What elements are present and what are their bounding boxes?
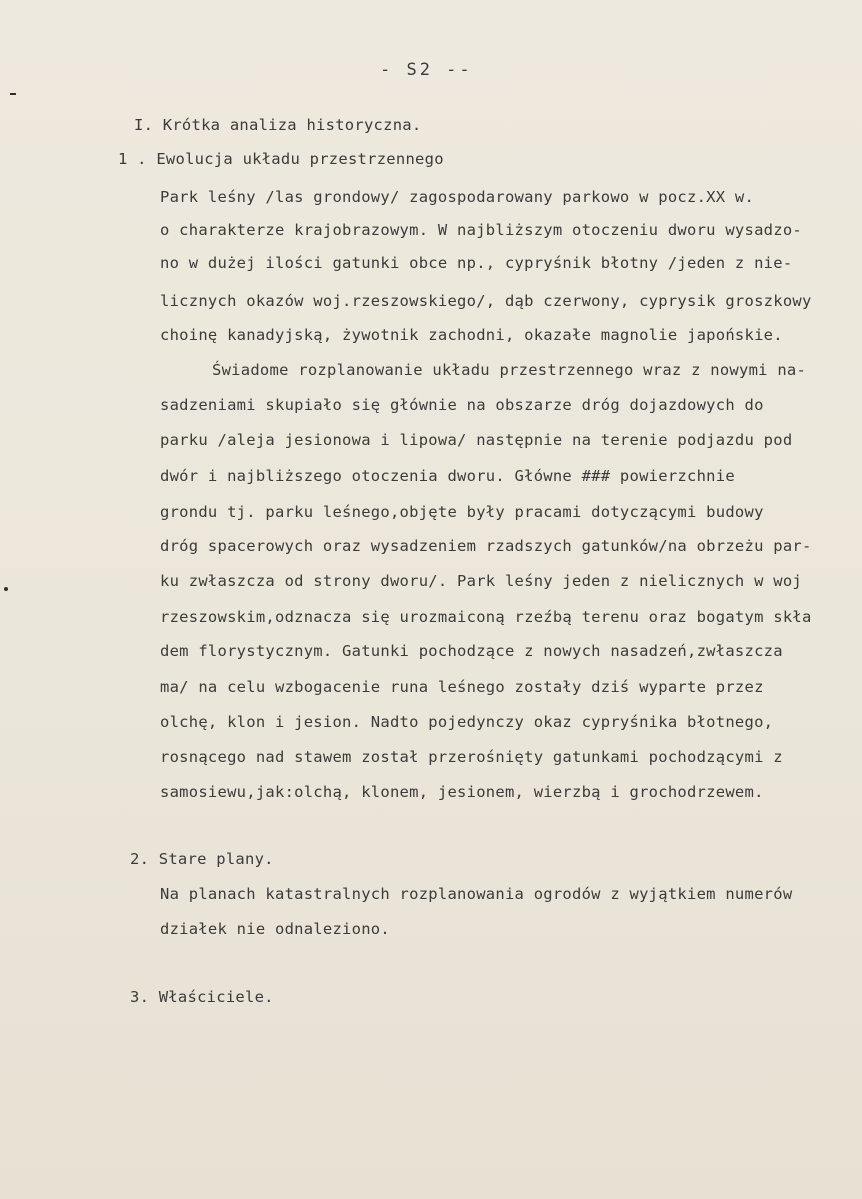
para2-line-1: Świadome rozplanowanie układu przestrzennego wraz z nowymi na- — [212, 361, 807, 379]
para2-line-3: parku /aleja jesionowa i lipowa/ następnie na terenie podjazdu pod — [160, 431, 793, 449]
para1-line-4: licznych okazów woj.rzeszowskiego/, dąb czerwony, cyprysik groszkowy — [160, 292, 812, 310]
heading-historical-analysis: I. Krótka analiza historyczna. — [134, 116, 422, 134]
para2-line-10: ma/ na celu wzbogacenie runa leśnego zostały dziś wyparte przez — [160, 678, 764, 696]
para3-line-1: Na planach katastralnych rozplanowania ogrodów z wyjątkiem numerów — [160, 885, 793, 903]
margin-mark-middle — [4, 587, 8, 591]
margin-mark-top — [10, 93, 16, 95]
para2-line-2: sadzeniami skupiało się głównie na obszarze dróg dojazdowych do — [160, 396, 764, 414]
para2-line-12: rosnącego nad stawem został przerośnięty gatunkami pochodzącymi z — [160, 748, 783, 766]
para2-line-11: olchę, klon i jesion. Nadto pojedynczy okaz cypryśnika błotnego, — [160, 713, 774, 731]
para2-line-8: rzeszowskim,odznacza się urozmaiconą rzeźbą terenu oraz bogatym skła — [160, 608, 812, 626]
section1-title: 1 . Ewolucja układu przestrzennego — [118, 150, 444, 168]
para2-line-9: dem florystycznym. Gatunki pochodzące z nowych nasadzeń,zwłaszcza — [160, 642, 783, 660]
section2-title: 2. Stare plany. — [130, 850, 274, 868]
para2-line-5: grondu tj. parku leśnego,objęte były pracami dotyczącymi budowy — [160, 503, 764, 521]
para3-line-2: działek nie odnaleziono. — [160, 920, 390, 938]
para1-line-1: Park leśny /las grondowy/ zagospodarowany parkowo w pocz.XX w. — [160, 188, 755, 206]
section3-title: 3. Właściciele. — [130, 988, 274, 1006]
para1-line-5: choinę kanadyjską, żywotnik zachodni, okazałe magnolie japońskie. — [160, 326, 783, 344]
para2-line-4: dwór i najbliższego otoczenia dworu. Główne ### powierzchnie — [160, 467, 735, 485]
para2-line-7: ku zwłaszcza od strony dworu/. Park leśny jeden z nielicznych w woj — [160, 572, 802, 590]
page-number: - S2 -- — [380, 60, 473, 80]
para2-line-6: dróg spacerowych oraz wysadzeniem rzadszych gatunków/na obrzeżu par- — [160, 537, 812, 555]
para1-line-3: no w dużej ilości gatunki obce np., cypryśnik błotny /jeden z nie- — [160, 254, 793, 272]
para2-line-13: samosiewu,jak:olchą, klonem, jesionem, wierzbą i grochodrzewem. — [160, 783, 764, 801]
para1-line-2: o charakterze krajobrazowym. W najbliższym otoczeniu dworu wysadzo- — [160, 221, 802, 239]
